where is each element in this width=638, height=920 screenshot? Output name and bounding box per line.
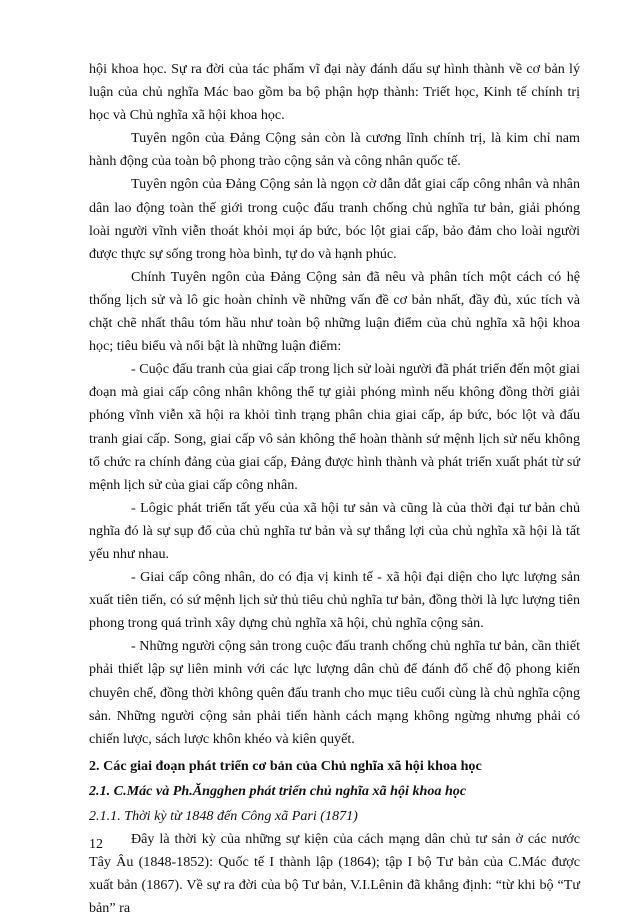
- paragraph-class-struggle: - Cuộc đấu tranh của giai cấp trong lịch sử loài người đã phát triển đến một giai đoạn mà giai cấp công nhân không thể tự giải phóng mình nếu không đồng thời giải phóng vĩnh viễn xã hội ra khỏi tình trạng phân chia giai cấp, áp bức, bóc lột và đấu tranh giai cấp. Song, giai cấp vô sản không thể hoàn thành sứ mệnh lịch sử nếu không tổ chức ra chính đảng của giai cấp, Đảng được hình thành và phát triển xuất phát từ sứ mệnh lịch sử của giai cấp công nhân.: [89, 361, 580, 493]
- paragraph-manifesto-banner: Tuyên ngôn của Đảng Cộng sản là ngọn cờ dẫn dắt giai cấp công nhân và nhân dân lao động toàn thế giới trong cuộc đấu tranh chống chủ nghĩa tư bản, giải phóng loài người vĩnh viễn thoát khỏi mọi áp bức, bóc lột giai cấp, bảo đảm cho loài người được thực sự sống trong hòa bình, tự do và hạnh phúc.: [89, 176, 580, 262]
- paragraph-working-class: - Giai cấp công nhân, do có địa vị kinh tế - xã hội đại diện cho lực lượng sản xuất tiên tiến, có sứ mệnh lịch sử thủ tiêu chủ nghĩa tư bản, đồng thời là lực lượng tiên phong trong quá trình xây dựng chủ nghĩa xã hội, chủ nghĩa cộng sản.: [89, 569, 580, 632]
- paragraph-logic-development: - Lôgic phát triển tất yếu của xã hội tư sản và cũng là của thời đại tư bản chủ nghĩa đó là sự sụp đổ của chủ nghĩa tư bản và sự thắng lợi của chủ nghĩa xã hội là tất yếu như nhau.: [89, 499, 580, 562]
- paragraph-manifesto-program: Tuyên ngôn của Đảng Cộng sản còn là cương lĩnh chính trị, là kim chỉ nam hành động của toàn bộ phong trào cộng sản và công nhân quốc tế.: [89, 130, 580, 170]
- section-heading: 2. Các giai đoạn phát triển cơ bản của Chủ nghĩa xã hội khoa học: [89, 757, 482, 774]
- paragraph-period-events: Đây là thời kỳ của những sự kiện của cách mạng dân chủ tư sản ở các nước Tây Âu (1848-1852): Quốc tế I thành lập (1864); tập I bộ Tư bản của C.Mác được xuất bản (1867). Về sự ra đời của bộ Tư bản, V.I.Lênin đã khẳng định: “từ khi bộ “Tư bản” ra: [89, 831, 580, 917]
- paragraph-communists-alliance: - Những người cộng sản trong cuộc đấu tranh chống chủ nghĩa tư bản, cần thiết phải thiết lập sự liên minh với các lực lượng dân chủ để đánh đổ chế độ phong kiến chuyên chế, đồng thời không quên đấu tranh cho mục tiêu cuối cùng là chủ nghĩa cộng sản. Những người cộng sản phải tiến hành cách mạng không ngừng nhưng phải có chiến lược, sách lược khôn khéo và kiên quyết.: [89, 638, 580, 747]
- paragraph-manifesto-analysis: Chính Tuyên ngôn của Đảng Cộng sản đã nêu và phân tích một cách có hệ thống lịch sử và lô gic hoàn chỉnh về những vấn đề cơ bản nhất, đầy đủ, xúc tích và chặt chẽ nhất thâu tóm hầu như toàn bộ những luận điểm của chủ nghĩa xã hội khoa học; tiêu biểu và nổi bật là những luận điểm:: [89, 268, 580, 355]
- page-body: [89, 58, 580, 920]
- paragraph-continuation: hội khoa học. Sự ra đời của tác phẩm vĩ đại này đánh dấu sự hình thành về cơ bản lý luận của chủ nghĩa Mác bao gồm ba bộ phận hợp thành: Triết học, Kinh tế chính trị học và Chủ nghĩa xã hội khoa học.: [89, 61, 580, 124]
- subsubsection-heading: 2.1.1. Thời kỳ từ 1848 đến Công xã Pari (1871): [89, 808, 358, 824]
- page-number: 12: [89, 837, 103, 852]
- subsection-heading: 2.1. C.Mác và Ph.Ăngghen phát triển chủ nghĩa xã hội khoa học: [89, 782, 467, 799]
